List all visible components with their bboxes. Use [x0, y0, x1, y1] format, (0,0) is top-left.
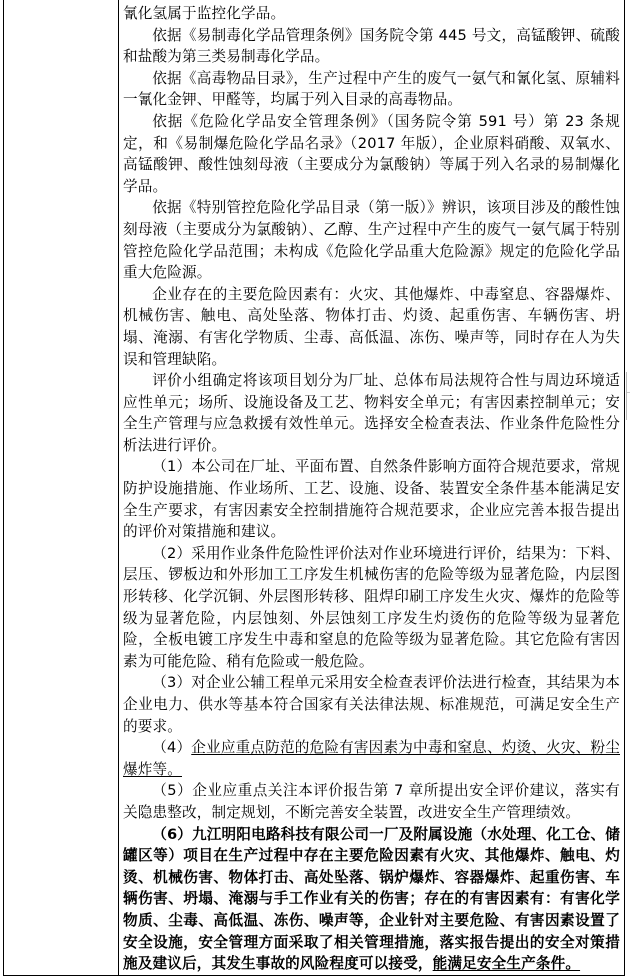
paragraph-monitored-chemicals: 氰化氢属于监控化学品。 — [123, 5, 286, 22]
paragraph-main-hazards: 企业存在的主要危险因素有：火灾、其他爆炸、中毒窒息、容器爆炸、机械伤害、触电、高处坠落、物体打击、灼烫、起重伤害、车辆伤害、坍塌、淹溺、有害化学物质、尘毒、高低温、冻伤、噪声等，同时存在人为失误和管理缺陷。 — [123, 285, 620, 368]
conclusion-6-prefix: （6） — [152, 825, 193, 843]
paragraph-conclusion-2: （2）采用作业条件危险性评价法对作业环境进行评价，结果为：下料、层压、锣板边和外形加工工序发生机械伤害的危险等级为显著危险，内层图形转移、化学沉铜、外层图形转移、阻焊印刷工序发生火灾、爆炸的危险等级为显著危险，内层蚀刻、外层蚀刻工序发生灼烫伤的危险等级为显著危险，全板电镀工序发生中毒和窒息的危险等级为显著危险。其它危险有害因素为可能危险、稍有危险或一般危险。 — [123, 544, 620, 670]
paragraph-precursor-chemicals: 依据《易制毒化学品管理条例》国务院令第 445 号文，高锰酸钾、硫酸和盐酸为第三类易制毒化学品。 — [123, 26, 620, 66]
paragraph-explosive-precursors: 依据《危险化学品安全管理条例》（国务院令第 591 号）第 23 条规定，和《易制爆危险化学品名录》（2017 年版），企业原料硝酸、双氧水、高锰酸钾、酸性蚀刻母液（主要成分为氯酸钠）等属于列入名录的易制爆化学品。 — [123, 112, 620, 195]
paragraph-conclusion-3: （3）对企业公辅工程单元采用安全检查表评价法进行检查，其结果为本企业电力、供水等基本符合国家有关法律法规、标准规范，可满足安全生产的要求。 — [123, 674, 620, 735]
paragraph-evaluation-units: 评价小组确定将该项目划分为厂址、总体布局法规符合性与周边环境适应性单元；场所、设施设备及工艺、物料安全单元；有害因素控制单元；安全生产管理与应急救援有效性单元。选择安全检查表法、作业条件危险性分析法进行评价。 — [123, 372, 620, 454]
content-table — [3, 0, 625, 976]
paragraph-conclusion-4 — [123, 737, 620, 780]
paragraph-conclusion-5: （5）企业应重点关注本评价报告第 7 章所提出安全评价建议，落实有关隐患整改，制定规划，不断完善安全装置，改进安全生产管理绩效。 — [123, 782, 620, 821]
right-content-cell — [119, 0, 625, 975]
conclusion-6-underlined-text: 能满足安全生产条件。 — [432, 955, 581, 973]
paragraph-conclusion-1: （1）本公司在厂址、平面布置、自然条件影响方面符合规范要求，常规防护设施措施、作业场所、工艺、设施、设备、装置安全条件基本能满足安全生产要求，有害因素安全控制措施符合规范要求，企业应完善本报告提出的评价对策措施和建议。 — [123, 458, 620, 541]
conclusion-4-text: 企业应重点防范的危险有害因素为中毒和窒息、灼烫、火灾、粉尘爆炸等。 — [123, 739, 620, 778]
conclusion-6-text: 九江明阳电路科技有限公司一厂及附属设施（水处理、化工仓、储罐区等）项目在生产过程中存在主要危险因素有火灾、其他爆炸、触电、灼烫、机械伤害、物体打击、高处坠落、锅炉爆炸、容器爆炸、起重伤害、车辆伤害、坍塌、淹溺与手工作业有关的伤害；存在的有害因素有：有害化学物质、尘毒、高低温、冻伤、噪声等，企业针对主要危险、有害因素设置了安全设施，安全管理方面采取了相关管理措施，落实报告提出的安全对策措施及建议后，其发生事故的风险程度可以接受， — [123, 825, 620, 973]
paragraph-specially-controlled-chemicals: 依据《特别管控危险化学品目录（第一版）》辨识，该项目涉及的酸性蚀刻母液（主要成分为氯酸钠）、乙醇、生产过程中产生的废气一氨气属于特别管控危险化学品范围；未构成《危险化学品重大危险源》规定的危险化学品重大危险源。 — [123, 199, 620, 282]
page-edge-marker — [626, 372, 627, 420]
table-row — [4, 0, 625, 975]
paragraph-highly-toxic-substances: 依据《高毒物品目录》，生产过程中产生的废气一氨气和氰化氢、原辅料一氰化金钾、甲醛等，均属于列入目录的高毒物品。 — [123, 69, 620, 109]
conclusion-4-prefix: （4） — [152, 739, 192, 757]
left-label-cell — [4, 0, 119, 975]
paragraph-conclusion-6 — [123, 824, 620, 975]
